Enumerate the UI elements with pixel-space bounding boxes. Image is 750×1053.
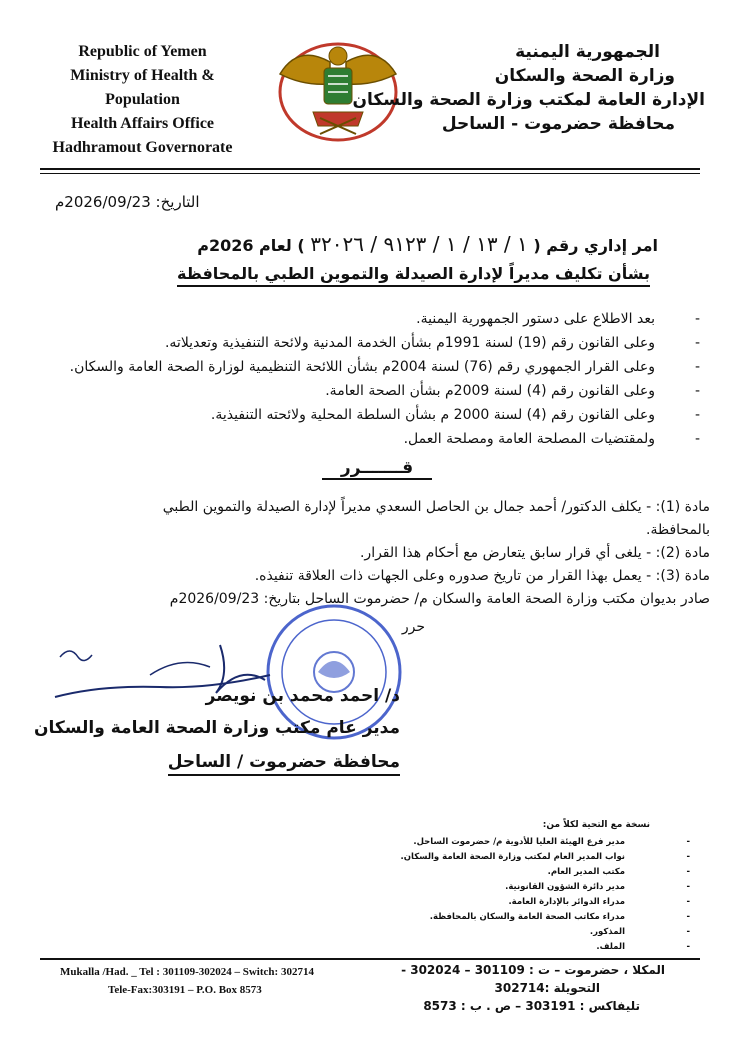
article-1-cont: بالمحافظة. — [646, 522, 710, 538]
header-ar-line: محافظة حضرموت - الساحل — [441, 114, 675, 134]
header-arabic — [352, 40, 705, 136]
list-item: - مدراء مكاتب الصحة العامة والسكان بالمحافظة. — [429, 912, 690, 922]
order-number: ١ / ١٣ / ١ / ٩١٢٣ / ٣٢٠٢٦ — [310, 232, 528, 256]
issued-statement: صادر بديوان مكتب وزارة الصحة العامة والسكان م/ حضرموت الساحل بتاريخ: 2026/09/23م — [169, 591, 710, 607]
list-item: - مدراء الدوائر بالإدارة العامة. — [508, 897, 690, 907]
article-2: مادة (2): - يلغى أي قرار سابق يتعارض مع أحكام هذا القرار. — [359, 545, 710, 561]
header-en-line: Population — [105, 91, 180, 108]
order-suffix: ) لعام 2026م — [197, 236, 305, 255]
list-item: - وعلى القانون رقم (4) لسنة 2009م بشأن الصحة العامة. — [325, 383, 700, 399]
articles-block — [50, 496, 710, 611]
list-item: - وعلى القانون رقم (4) لسنة 2000 م بشأن السلطة المحلية ولائحته التنفيذية. — [210, 407, 700, 423]
signer-name: د/ احمد محمد بن نويصر — [205, 686, 400, 706]
list-item: - بعد الاطلاع على دستور الجمهورية اليمنية. — [416, 311, 700, 327]
preamble-list — [55, 307, 700, 451]
list-item: - وعلى القانون رقم (19) لسنة 1991م بشأن الخدمة المدنية ولائحة التنفيذية وتعديلاته. — [164, 335, 700, 351]
document-date: التاريخ: 2026/09/23م — [55, 193, 200, 211]
list-item: - وعلى القرار الجمهوري رقم (76) لسنة 2004م بشأن اللائحة التنظيمية لوزارة الصحة العامة والسكان. — [69, 359, 700, 375]
article-1: مادة (1): - يكلف الدكتور/ أحمد جمال بن الحاصل السعدي مديراً لإدارة الصيدلة والتموين الطبي — [162, 499, 710, 515]
header-divider-thin — [40, 173, 700, 174]
cc-list — [250, 835, 690, 955]
list-item: - المذكور. — [589, 927, 690, 937]
cc-title: نسخة مع التحية لكلاً من: — [542, 820, 650, 830]
header-en-line: Republic of Yemen — [78, 43, 207, 60]
signature-icon — [40, 635, 310, 725]
footer-ar-line: التحويلة :302714 — [494, 981, 600, 995]
decided-heading: قـــــــرر — [322, 458, 432, 480]
order-number-line — [197, 232, 658, 256]
written-by-label: حرر — [401, 619, 425, 635]
order-prefix: امر إداري رقم ( — [533, 236, 658, 255]
header-divider — [40, 168, 700, 170]
header-en-line: Health Affairs Office — [70, 115, 215, 132]
article-3: مادة (3): - يعمل بهذا القرار من تاريخ صدوره وعلى الجهات ذات العلاقة تنفيذه. — [254, 568, 710, 584]
list-item: - نواب المدير العام لمكتب وزارة الصحة العامة والسكان. — [400, 852, 690, 862]
list-item: - الملف. — [596, 942, 690, 952]
footer-divider — [40, 958, 700, 960]
footer-en-line: Tele-Fax:303191 – P.O. Box 8573 — [108, 984, 262, 996]
header-en-line: Hadhramout Governorate — [52, 139, 233, 156]
header-en-line: Ministry of Health & — [70, 67, 215, 84]
footer-en-line: Mukalla /Had. _ Tel : 301109-302024 – Switch: 302714 — [60, 966, 314, 978]
signer-title: مدير عام مكتب وزارة الصحة العامة والسكان — [33, 718, 400, 738]
footer-ar-line: تليفاكس : 303191 – ص . ب : 8573 — [423, 999, 640, 1013]
list-item: - ولمقتضيات المصلحة العامة ومصلحة العمل. — [403, 431, 700, 447]
footer-ar-line: المكلا ، حضرموت – ت : 301109 – 302024 - — [401, 963, 665, 977]
list-item: - مدير دائرة الشؤون القانونية. — [505, 882, 690, 892]
list-item: - مدير فرع الهيئة العليا للأدوية م/ حضرموت الساحل. — [413, 837, 690, 847]
header-english — [30, 40, 255, 160]
header-ar-line: الجمهورية اليمنية — [515, 42, 660, 62]
document-subject: بشأن تكليف مديراً لإدارة الصيدلة والتموين الطبي بالمحافظة — [177, 264, 650, 287]
header-ar-line: الإدارة العامة لمكتب وزارة الصحة والسكان — [352, 90, 705, 110]
list-item: - مكتب المدير العام. — [547, 867, 690, 877]
header-ar-line: وزارة الصحة والسكان — [494, 66, 675, 86]
signer-region: محافظة حضرموت / الساحل — [168, 752, 400, 776]
